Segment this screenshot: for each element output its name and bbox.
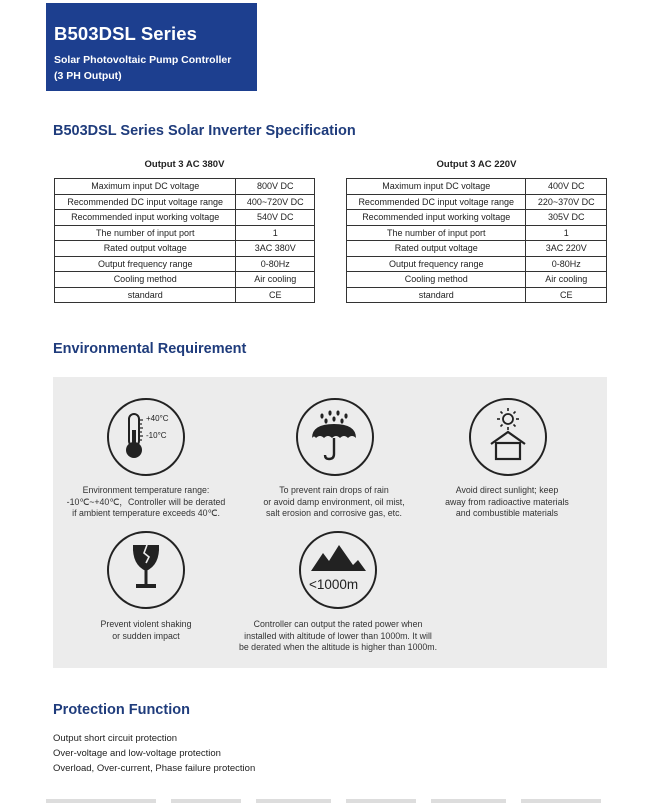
value-cell: 0-80Hz — [236, 256, 315, 272]
text-line: installed with altitude of lower than 1000m. It will — [244, 630, 432, 641]
param-cell: standard — [55, 287, 236, 303]
text-line: To prevent rain drops of rain — [279, 485, 389, 495]
umbrella-rain-icon — [296, 398, 374, 476]
text-line: and combustible materials — [455, 508, 559, 518]
table-row — [55, 179, 315, 195]
text-line: Avoid direct sunlight; keep — [455, 485, 559, 495]
spec-table-220v — [346, 159, 607, 303]
table-row — [55, 210, 315, 226]
mountain-icon — [299, 531, 377, 609]
sunlight-requirement-text — [414, 485, 600, 520]
value-cell: 305V DC — [526, 210, 607, 226]
param-cell: Recommended input working voltage — [347, 210, 526, 226]
series-title: B503DSL Series — [54, 23, 197, 44]
table-row — [347, 194, 607, 210]
altitude-requirement-text — [203, 619, 473, 654]
value-cell: 220~370V DC — [526, 194, 607, 210]
fragile-glass-icon — [107, 531, 185, 609]
protection-item: Overload, Over-current, Phase failure protection — [53, 763, 256, 774]
protection-item: Output short circuit protection — [53, 733, 178, 744]
value-cell: 400V DC — [526, 179, 607, 195]
table-row — [347, 210, 607, 226]
table-row — [347, 241, 607, 257]
value-cell: 800V DC — [236, 179, 315, 195]
table-row — [55, 241, 315, 257]
param-cell: The number of input port — [55, 225, 236, 241]
table-row — [347, 179, 607, 195]
table-row — [347, 225, 607, 241]
text-line: Environment temperature range: — [82, 485, 210, 495]
environment-panel — [53, 377, 607, 668]
value-cell: 0-80Hz — [526, 256, 607, 272]
temp-low-label: -10°C — [146, 431, 167, 440]
value-cell: 540V DC — [236, 210, 315, 226]
protection-section-title: Protection Function — [53, 702, 190, 718]
text-line: away from radioactive materials — [445, 496, 569, 507]
series-subtitle-line2: (3 PH Output) — [54, 70, 122, 82]
text-line: -10℃~+40℃，Controller will be derated — [66, 496, 226, 507]
param-cell: Output frequency range — [347, 256, 526, 272]
value-cell: 400~720V DC — [236, 194, 315, 210]
value-cell: 1 — [236, 225, 315, 241]
table-row — [347, 256, 607, 272]
table-caption: Output 3 AC 380V — [144, 159, 225, 170]
series-header-banner — [46, 3, 257, 91]
text-line: salt erosion and corrosive gas, etc. — [266, 508, 402, 518]
param-cell: Rated output voltage — [55, 241, 236, 257]
table-row — [55, 287, 315, 303]
param-cell: Recommended DC input voltage range — [55, 194, 236, 210]
param-cell: The number of input port — [347, 225, 526, 241]
bottom-cutoff-strip — [46, 796, 606, 804]
param-cell: Cooling method — [55, 272, 236, 288]
altitude-label: <1000m — [309, 577, 359, 592]
table-row — [347, 272, 607, 288]
temp-high-label: +40°C — [146, 414, 169, 423]
value-cell: Air cooling — [236, 272, 315, 288]
table-row — [347, 287, 607, 303]
param-cell: Recommended DC input voltage range — [347, 194, 526, 210]
text-line: if ambient temperature exceeds 40℃. — [72, 508, 220, 518]
table-row — [55, 194, 315, 210]
left-edge-strip — [0, 565, 11, 804]
series-subtitle-line1: Solar Photovoltaic Pump Controller — [54, 54, 232, 66]
protection-item: Over-voltage and low-voltage protection — [53, 748, 221, 759]
text-line: or sudden impact — [112, 630, 180, 641]
value-cell: 3AC 220V — [526, 241, 607, 257]
sun-house-icon — [469, 398, 547, 476]
value-cell: 1 — [526, 225, 607, 241]
value-cell: CE — [526, 287, 607, 303]
spec-table-380v — [54, 159, 315, 303]
moisture-requirement-text — [241, 485, 427, 520]
text-line: Controller can output the rated power when — [253, 619, 423, 629]
param-cell: Maximum input DC voltage — [55, 179, 236, 195]
value-cell: 3AC 380V — [236, 241, 315, 257]
value-cell: Air cooling — [526, 272, 607, 288]
table-row — [55, 272, 315, 288]
text-line: be derated when the altitude is higher than 1000m. — [238, 642, 438, 652]
environment-section-title: Environmental Requirement — [53, 341, 247, 357]
spec-section-title: B503DSL Series Solar Inverter Specification — [53, 123, 356, 139]
param-cell: Cooling method — [347, 272, 526, 288]
table-row — [55, 256, 315, 272]
text-line: or avoid damp environment, oil mist, — [263, 496, 405, 507]
param-cell: standard — [347, 287, 526, 303]
value-cell: CE — [236, 287, 315, 303]
table-row — [55, 225, 315, 241]
param-cell: Output frequency range — [55, 256, 236, 272]
param-cell: Rated output voltage — [347, 241, 526, 257]
param-cell: Recommended input working voltage — [55, 210, 236, 226]
text-line: Prevent violent shaking — [100, 619, 192, 629]
param-cell: Maximum input DC voltage — [347, 179, 526, 195]
table-caption: Output 3 AC 220V — [436, 159, 517, 170]
thermometer-icon — [107, 398, 185, 476]
temperature-requirement-text — [53, 485, 239, 520]
